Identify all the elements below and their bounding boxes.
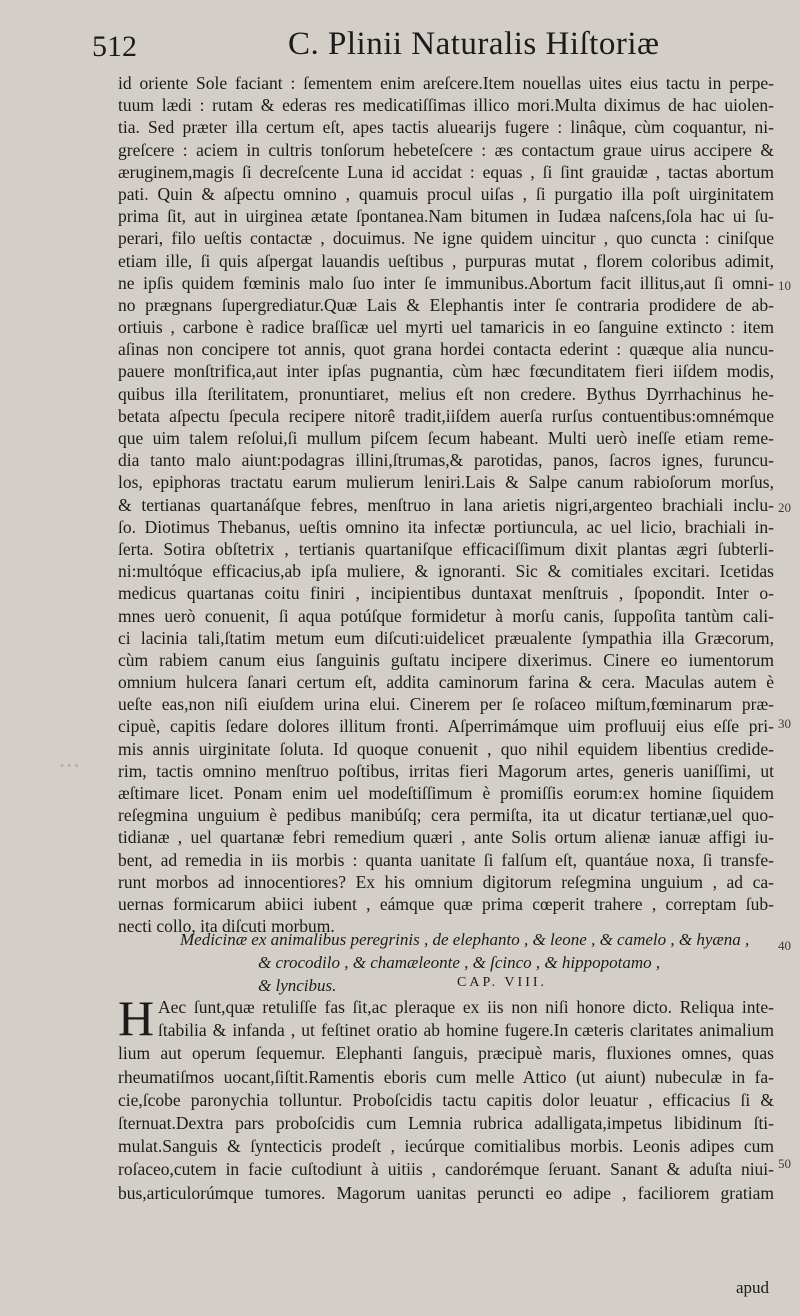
text-line: rim, tactis omnino menſtruo poſtibus, irritas fieri Magorum artes, generis uaniſſimi, ut	[118, 760, 774, 781]
text-line: dia tanto malo aiunt:podagras illini,ſtrumas,& parotidas, panos, ſacros ignes, furuncu-	[118, 450, 774, 471]
text-line: ueſte eas,non niſi eiuſdem urina elui. Cinerem per ſe roſaceo miſtum,fœminarum præ-	[118, 694, 774, 715]
text-line: ni:multóque efficacius,ab ipſa muliere, & ignoranti. Sic & comitiales excitari. Icetidas	[118, 561, 774, 582]
chapter-line: Aec ſunt,quæ retuliſſe fas ſit,ac pleraque ex iis non niſi honore dicto. Reliqua inte-	[158, 997, 774, 1017]
text-line: tidianæ , uel quartanæ febri remedium quæri , ante Solis ortum alienæ ianuæ affigi iu-	[118, 827, 774, 848]
chapter-number: CAP. VIII.	[457, 975, 548, 990]
drop-capital: H	[118, 990, 155, 1046]
text-line: prima ſit, aut in uirginea ætate ſpontanea.Nam bitumen in Iudæa naſcens,ſola hac ui ſu-	[118, 206, 774, 227]
text-line: etiam ille, ſi quis aſpergat lauandis ueſtibus , purpuras mutat , florem coloribus adimit,	[118, 250, 774, 271]
text-line: æſtimare licet. Ponam enim uel modeſtiſſimum è promiſſis eorum:ex homine ſiquidem	[118, 783, 774, 803]
text-line: tia. Sed præter illa certum eſt, apes tactis aluearijs fugere : linâque, cùm coquantur, ni-	[118, 117, 774, 138]
text-line: id oriente Sole faciant : ſementem enim areſcere.Item nouellas uites eius tactu in perpe-	[118, 73, 774, 93]
margin-line-number: 40	[778, 938, 791, 953]
text-line: bent, ad remedia in iis morbis : quanta uanitate ſi falſum eſt, quantáue noxa, ſi transfe-	[118, 849, 774, 870]
text-line: ne ipſis quidem fœminis malo ſuo inter ſe immunibus.Abortum facit illitus,aut ſi omni-	[118, 272, 774, 293]
text-line: æruginem,magis ſi decreſcente Luna id accidat : equas , ſi ſint grauidæ , tactas abortum	[118, 161, 774, 182]
text-line: quibus illa ſterilitatem, pronuntiaret, melius eſt non credere. Bythus Dyrrhachinus he-	[118, 383, 774, 404]
bleed-through-mark: ▪ ▪ ▪	[60, 758, 79, 772]
chapter-text	[118, 990, 774, 1205]
text-line: tuum lædi : rutam & ederas res medicatiſſimas illico mori.Multa diximus de hac uiolen-	[118, 95, 774, 116]
chapter-line: ſternuat.Dextra pars proboſcidis cum Lemnia rubrica adalligata,impetus libidinum ſti-	[118, 1112, 774, 1133]
text-line: mnes uerò conuenit, ſi aqua potúſque formidetur à morſu canis, ſuppoſita tantùm cali-	[118, 605, 774, 626]
text-line: pati. Quin & aſpectu omnino , quamuis procul uiſas , ſi purgatio illa poſt uirginitatem	[118, 183, 774, 204]
text-line: pauere monſtrifica,aut inter ipſas pugnantia, cùm hæc fœcunditatem fieri iiſdem modis,	[118, 361, 774, 382]
chapter-heading-line: & lyncibus.	[258, 976, 337, 995]
page-header	[92, 22, 692, 72]
chapter-heading-line: & crocodilo , & chamæleonte , & ſcinco , & hippopotamo ,	[258, 953, 661, 972]
text-line: ci lacinia tali,ſtatim metum eum diſcuti:uidelicet præualente ſympathia illa Græcorum,	[118, 627, 774, 648]
text-line: perari, filo ueſtis contactæ , docuimus. Ne igne quidem uincitur , quo cuncta : ciniſque	[118, 228, 774, 249]
main-text	[118, 72, 774, 937]
text-line: ortiuis , carbone è radice braſſicæ uel myrti uel tamaricis in eo ſanguine extincto : item	[118, 317, 774, 338]
text-line: cùm rabiem canum eius ſanguinis guſtatu incipere dixerimus. Cinere eo iumentorum	[118, 649, 774, 670]
chapter-line: roſaceo,cutem in facie cuſtodiunt à uitiis , candorémque ſeruant. Sanant & aduſta niui-	[118, 1159, 774, 1180]
text-line: que uim talem reſolui,ſi mullum piſcem ſecum habeant. Multi uerò ineſſe etiam reme-	[118, 428, 774, 448]
page-number: 512	[92, 30, 137, 63]
chapter-line: cie,ſcobe paronychia tolluntur. Proboſcidis tactu capitis dolor leuatur , efficacius ſi &	[118, 1089, 774, 1110]
text-line: runt morbos ad innocentiores? Ex his omnium digitorum reſegmina unguium , ad ca-	[118, 871, 774, 892]
chapter-heading	[118, 928, 778, 997]
text-line: cipuè, capitis ſedare dolores illitum fronti. Aſperrimámque uim profluuij eius eſſe pri-	[118, 716, 774, 737]
chapter-line: bus,articulorúmque tumores. Magorum uanitas peruncti eo adipe , faciliorem gratiam	[118, 1182, 774, 1203]
text-line: uernas formicarum abiici iubent , eámque quæ prima cœperit trahere , correptam ſub-	[118, 893, 774, 914]
chapter-line: lium aut operum ſequemur. Elephanti ſanguis, præcipuè maris, fluxiones omnes, quas	[118, 1043, 774, 1064]
text-line: mis annis uirginitate ſoluta. Id quoque conuenit , quo nihil equidem libentius credide-	[118, 738, 774, 759]
chapter-line: ſtabilia & infanda , ut feſtinet oratio ab homine fugere.In cæteris claritates animalium	[158, 1020, 774, 1041]
text-line: necti collo, ita diſcuti morbum.	[118, 916, 335, 937]
text-line: no prægnans ſupergrediatur.Quæ Lais & Elephantis inter ſe contraria prodidere de ab-	[118, 294, 774, 315]
text-line: & tertianas quartanáſque febres, menſtruo in lana arietis nigri,argenteo brachiali inclu-	[118, 494, 774, 515]
chapter-heading-line: Medicinæ ex animalibus peregrinis , de elephanto , & leone , & camelo , & hyæna ,	[180, 930, 750, 949]
text-line: greſcere : aciem in cultris tonſorum hebeteſcere : æs contactum graue uirus accipere &	[118, 139, 774, 160]
running-title: C. Plinii Naturalis Hiſtoriæ	[288, 26, 660, 62]
margin-line-number: 20	[778, 500, 791, 515]
text-line: ſerta. Sotira obſtetrix , tertianis quartaniſque efficaciſſimum dixit plantas ægri ſubterli-	[118, 538, 774, 559]
text-line: reſegmina unguium è pedibus manibúſq; cera permiſta, ita ut dicatur tertianæ,uel quo-	[118, 805, 774, 826]
margin-line-number: 50	[778, 1156, 791, 1171]
chapter-line: mulat.Sanguis & ſyntecticis prodeſt , iecúrque comitialibus morbis. Leonis adipes cum	[118, 1136, 774, 1157]
text-line: betata aſpectu ſpecula recipere nitorê tradit,iiſdem auerſa rurſus contuentibus:omnémque	[118, 405, 774, 426]
margin-line-number: 10	[778, 278, 791, 293]
text-line: medicus quartanas coitu finiri , incipientibus duntaxat menſtruis , ſpopondit. Inter o-	[118, 583, 774, 604]
margin-line-number: 30	[778, 716, 791, 731]
chapter-line: rheumatiſmos uocant,ſiſtit.Ramentis eboris cum melle Attico (ut aiunt) nubeculæ in fa-	[118, 1066, 774, 1087]
text-line: ſo. Diotimus Thebanus, ueſtis omnino ita infectæ portiuncula, ac uel licio, brachiali in-	[118, 516, 774, 537]
text-line: aſinas non concipere tot annis, quot grana hordei contacta ederint : quæque alia nuncu-	[118, 339, 774, 360]
text-line: los, epiphoras tractatu earum mulierum leniri.Lais & Salpe canum rabioſorum morſus,	[118, 472, 774, 493]
text-line: omnium hulcera ſanari certum eſt, addita caminorum farina & cera. Maculas autem è	[118, 672, 774, 693]
catchword: apud	[736, 1278, 770, 1297]
